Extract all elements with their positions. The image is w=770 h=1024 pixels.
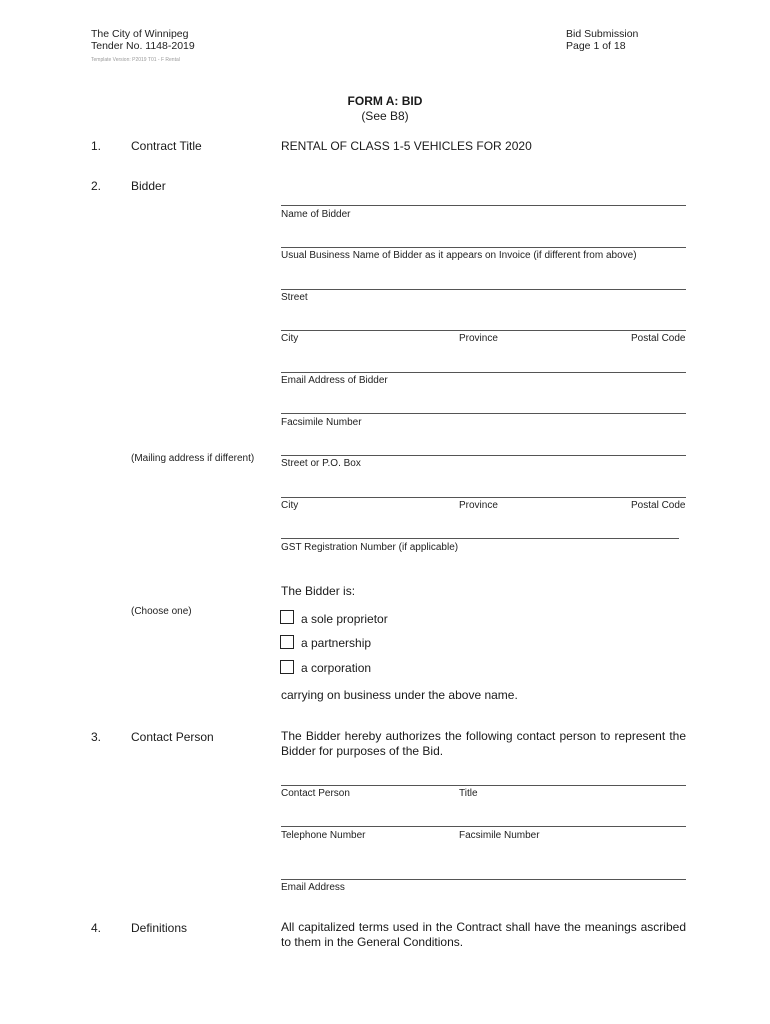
email-line[interactable] bbox=[281, 372, 686, 373]
street-caption: Street bbox=[281, 292, 308, 303]
section-3-label: Contact Person bbox=[131, 730, 214, 744]
header-tender: Tender No. 1148-2019 bbox=[91, 40, 195, 52]
postal-code-caption-2: Postal Code bbox=[631, 500, 686, 511]
postal-code-caption: Postal Code bbox=[631, 333, 686, 344]
form-title: FORM A: BID bbox=[347, 94, 423, 108]
contract-title-value: RENTAL OF CLASS 1-5 VEHICLES FOR 2020 bbox=[281, 139, 532, 153]
contact-intro: The Bidder hereby authorizes the following contact person to represent the Bidder for purposes of the Bid. bbox=[281, 729, 686, 758]
business-name-caption: Usual Business Name of Bidder as it appears on Invoice (if different from above) bbox=[281, 250, 637, 261]
partnership-label: a partnership bbox=[301, 636, 372, 650]
street-po-caption: Street or P.O. Box bbox=[281, 458, 361, 469]
section-1-number: 1. bbox=[91, 139, 102, 153]
section-2-number: 2. bbox=[91, 179, 102, 193]
header-template-version: Template Version: P2019 T01 - F Rental bbox=[91, 57, 180, 63]
section-1-label: Contract Title bbox=[131, 139, 202, 153]
city-province-postal-line[interactable] bbox=[281, 330, 686, 331]
header-doc-type: Bid Submission bbox=[566, 28, 639, 40]
header-org: The City of Winnipeg bbox=[91, 28, 189, 40]
city-caption: City bbox=[281, 333, 299, 344]
section-3-number: 3. bbox=[91, 730, 102, 744]
name-of-bidder-caption: Name of Bidder bbox=[281, 209, 351, 220]
gst-caption: GST Registration Number (if applicable) bbox=[281, 542, 459, 553]
province-caption: Province bbox=[459, 333, 498, 344]
email-caption: Email Address of Bidder bbox=[281, 375, 388, 386]
definitions-text: All capitalized terms used in the Contract shall have the meanings ascribed to them in the General Conditions. bbox=[281, 920, 686, 949]
sole-proprietor-label: a sole proprietor bbox=[301, 612, 388, 626]
telephone-fax-line[interactable] bbox=[281, 826, 686, 827]
province-caption-2: Province bbox=[459, 500, 498, 511]
partnership-checkbox[interactable] bbox=[280, 635, 294, 649]
name-of-bidder-line[interactable] bbox=[281, 205, 686, 206]
corporation-checkbox[interactable] bbox=[280, 660, 294, 674]
section-2-label: Bidder bbox=[131, 179, 166, 193]
street-po-line[interactable] bbox=[281, 455, 686, 456]
contact-fax-caption: Facsimile Number bbox=[459, 830, 540, 841]
section-4-number: 4. bbox=[91, 921, 102, 935]
header-page-number: Page 1 of 18 bbox=[566, 40, 626, 52]
contact-email-caption: Email Address bbox=[281, 882, 345, 893]
fax-line[interactable] bbox=[281, 413, 686, 414]
telephone-caption: Telephone Number bbox=[281, 830, 366, 841]
gst-line[interactable] bbox=[281, 538, 679, 539]
sole-proprietor-checkbox[interactable] bbox=[280, 610, 294, 624]
form-subtitle: (See B8) bbox=[361, 109, 409, 123]
fax-caption: Facsimile Number bbox=[281, 417, 362, 428]
contact-person-title-line[interactable] bbox=[281, 785, 686, 786]
contact-email-line[interactable] bbox=[281, 879, 686, 880]
city-caption-2: City bbox=[281, 500, 299, 511]
contact-title-caption: Title bbox=[459, 788, 478, 799]
mailing-address-note: (Mailing address if different) bbox=[131, 453, 255, 464]
city-province-postal-line-2[interactable] bbox=[281, 497, 686, 498]
choose-one-note: (Choose one) bbox=[131, 606, 192, 617]
contact-person-caption: Contact Person bbox=[281, 788, 350, 799]
carrying-on-business-text: carrying on business under the above name. bbox=[281, 688, 518, 702]
bidder-is-heading: The Bidder is: bbox=[281, 584, 356, 598]
corporation-label: a corporation bbox=[301, 661, 372, 675]
section-4-label: Definitions bbox=[131, 921, 188, 935]
street-line[interactable] bbox=[281, 289, 686, 290]
business-name-line[interactable] bbox=[281, 247, 686, 248]
